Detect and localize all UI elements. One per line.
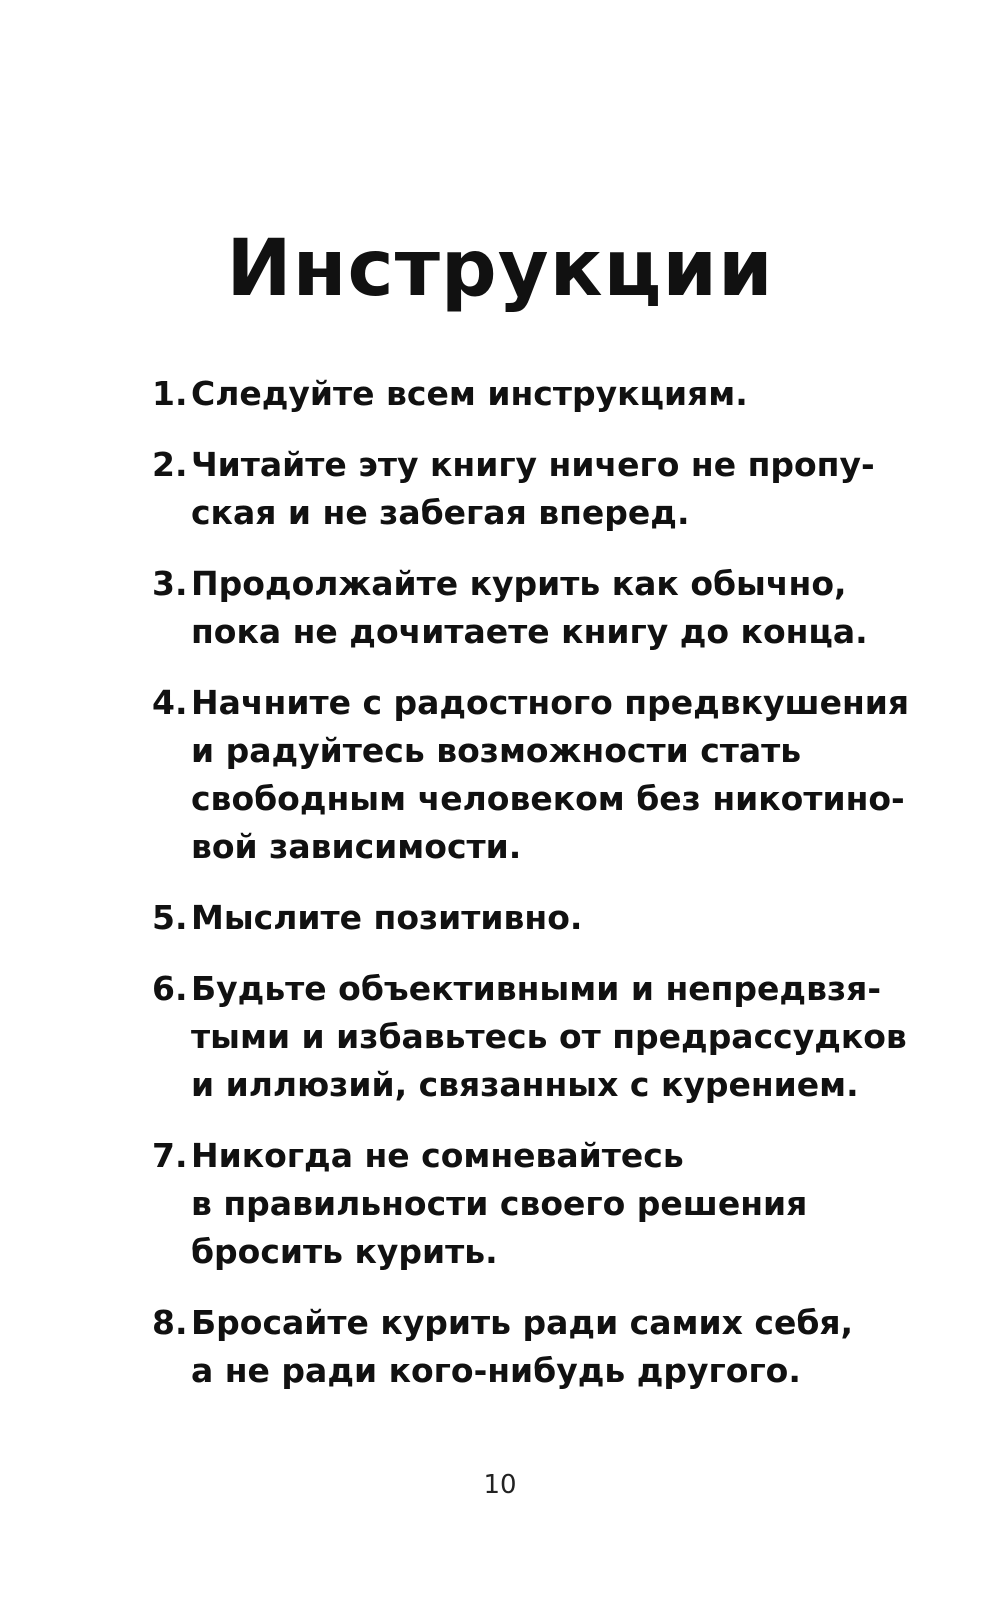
item-number: 1. — [152, 374, 188, 413]
item-text-line: вой зависимости. — [191, 827, 522, 866]
list-item — [152, 1299, 892, 1395]
item-text — [191, 441, 892, 537]
page-title: Инструкции — [226, 224, 774, 314]
item-text-line: и иллюзий, связанных с курением. — [191, 1065, 859, 1104]
item-number: 4. — [152, 683, 188, 722]
item-text-line: свободным человеком без никотино- — [191, 779, 905, 818]
item-text-line: пока не дочитаете книгу до конца. — [191, 612, 868, 651]
item-text — [191, 679, 909, 871]
item-number: 6. — [152, 969, 188, 1008]
item-number: 5. — [152, 898, 188, 937]
instructions-list — [152, 370, 910, 1418]
item-text — [191, 894, 892, 942]
item-text — [191, 370, 892, 418]
item-number: 2. — [152, 445, 188, 484]
list-item — [152, 370, 892, 418]
item-text-line: тыми и избавьтесь от предрассудков — [191, 1017, 907, 1056]
item-text-line: Никогда не сомневайтесь — [191, 1136, 684, 1175]
item-text — [191, 965, 907, 1109]
item-number: 8. — [152, 1303, 188, 1342]
item-number: 7. — [152, 1136, 188, 1175]
item-text-line: Читайте эту книгу ничего не пропу- — [191, 445, 875, 484]
item-text-line: Начните с радостного предвкушения — [191, 683, 910, 722]
item-text-line: ская и не забегая вперед. — [191, 493, 690, 532]
item-text-line: Бросайте курить ради самих себя, — [191, 1303, 854, 1342]
list-item — [152, 560, 892, 656]
item-text-line: Следуйте всем инструкциям. — [191, 374, 748, 413]
list-item — [152, 965, 907, 1109]
list-item — [152, 441, 892, 537]
item-text-line: Мыслите позитивно. — [191, 898, 583, 937]
item-text-line: в правильности своего решения — [191, 1184, 808, 1223]
list-item — [152, 1132, 892, 1276]
item-number: 3. — [152, 564, 188, 603]
list-item — [152, 894, 892, 942]
item-text — [191, 1299, 892, 1395]
item-text-line: Продолжайте курить как обычно, — [191, 564, 847, 603]
item-text-line: и радуйтесь возможности стать — [191, 731, 802, 770]
list-item — [152, 679, 910, 871]
item-text-line: а не ради кого-нибудь другого. — [191, 1351, 801, 1390]
item-text-line: бросить курить. — [191, 1232, 498, 1271]
item-text — [191, 1132, 892, 1276]
item-text-line: Будьте объективными и непредвзя- — [191, 969, 882, 1008]
page-number: 10 — [483, 1470, 517, 1500]
item-text — [191, 560, 892, 656]
